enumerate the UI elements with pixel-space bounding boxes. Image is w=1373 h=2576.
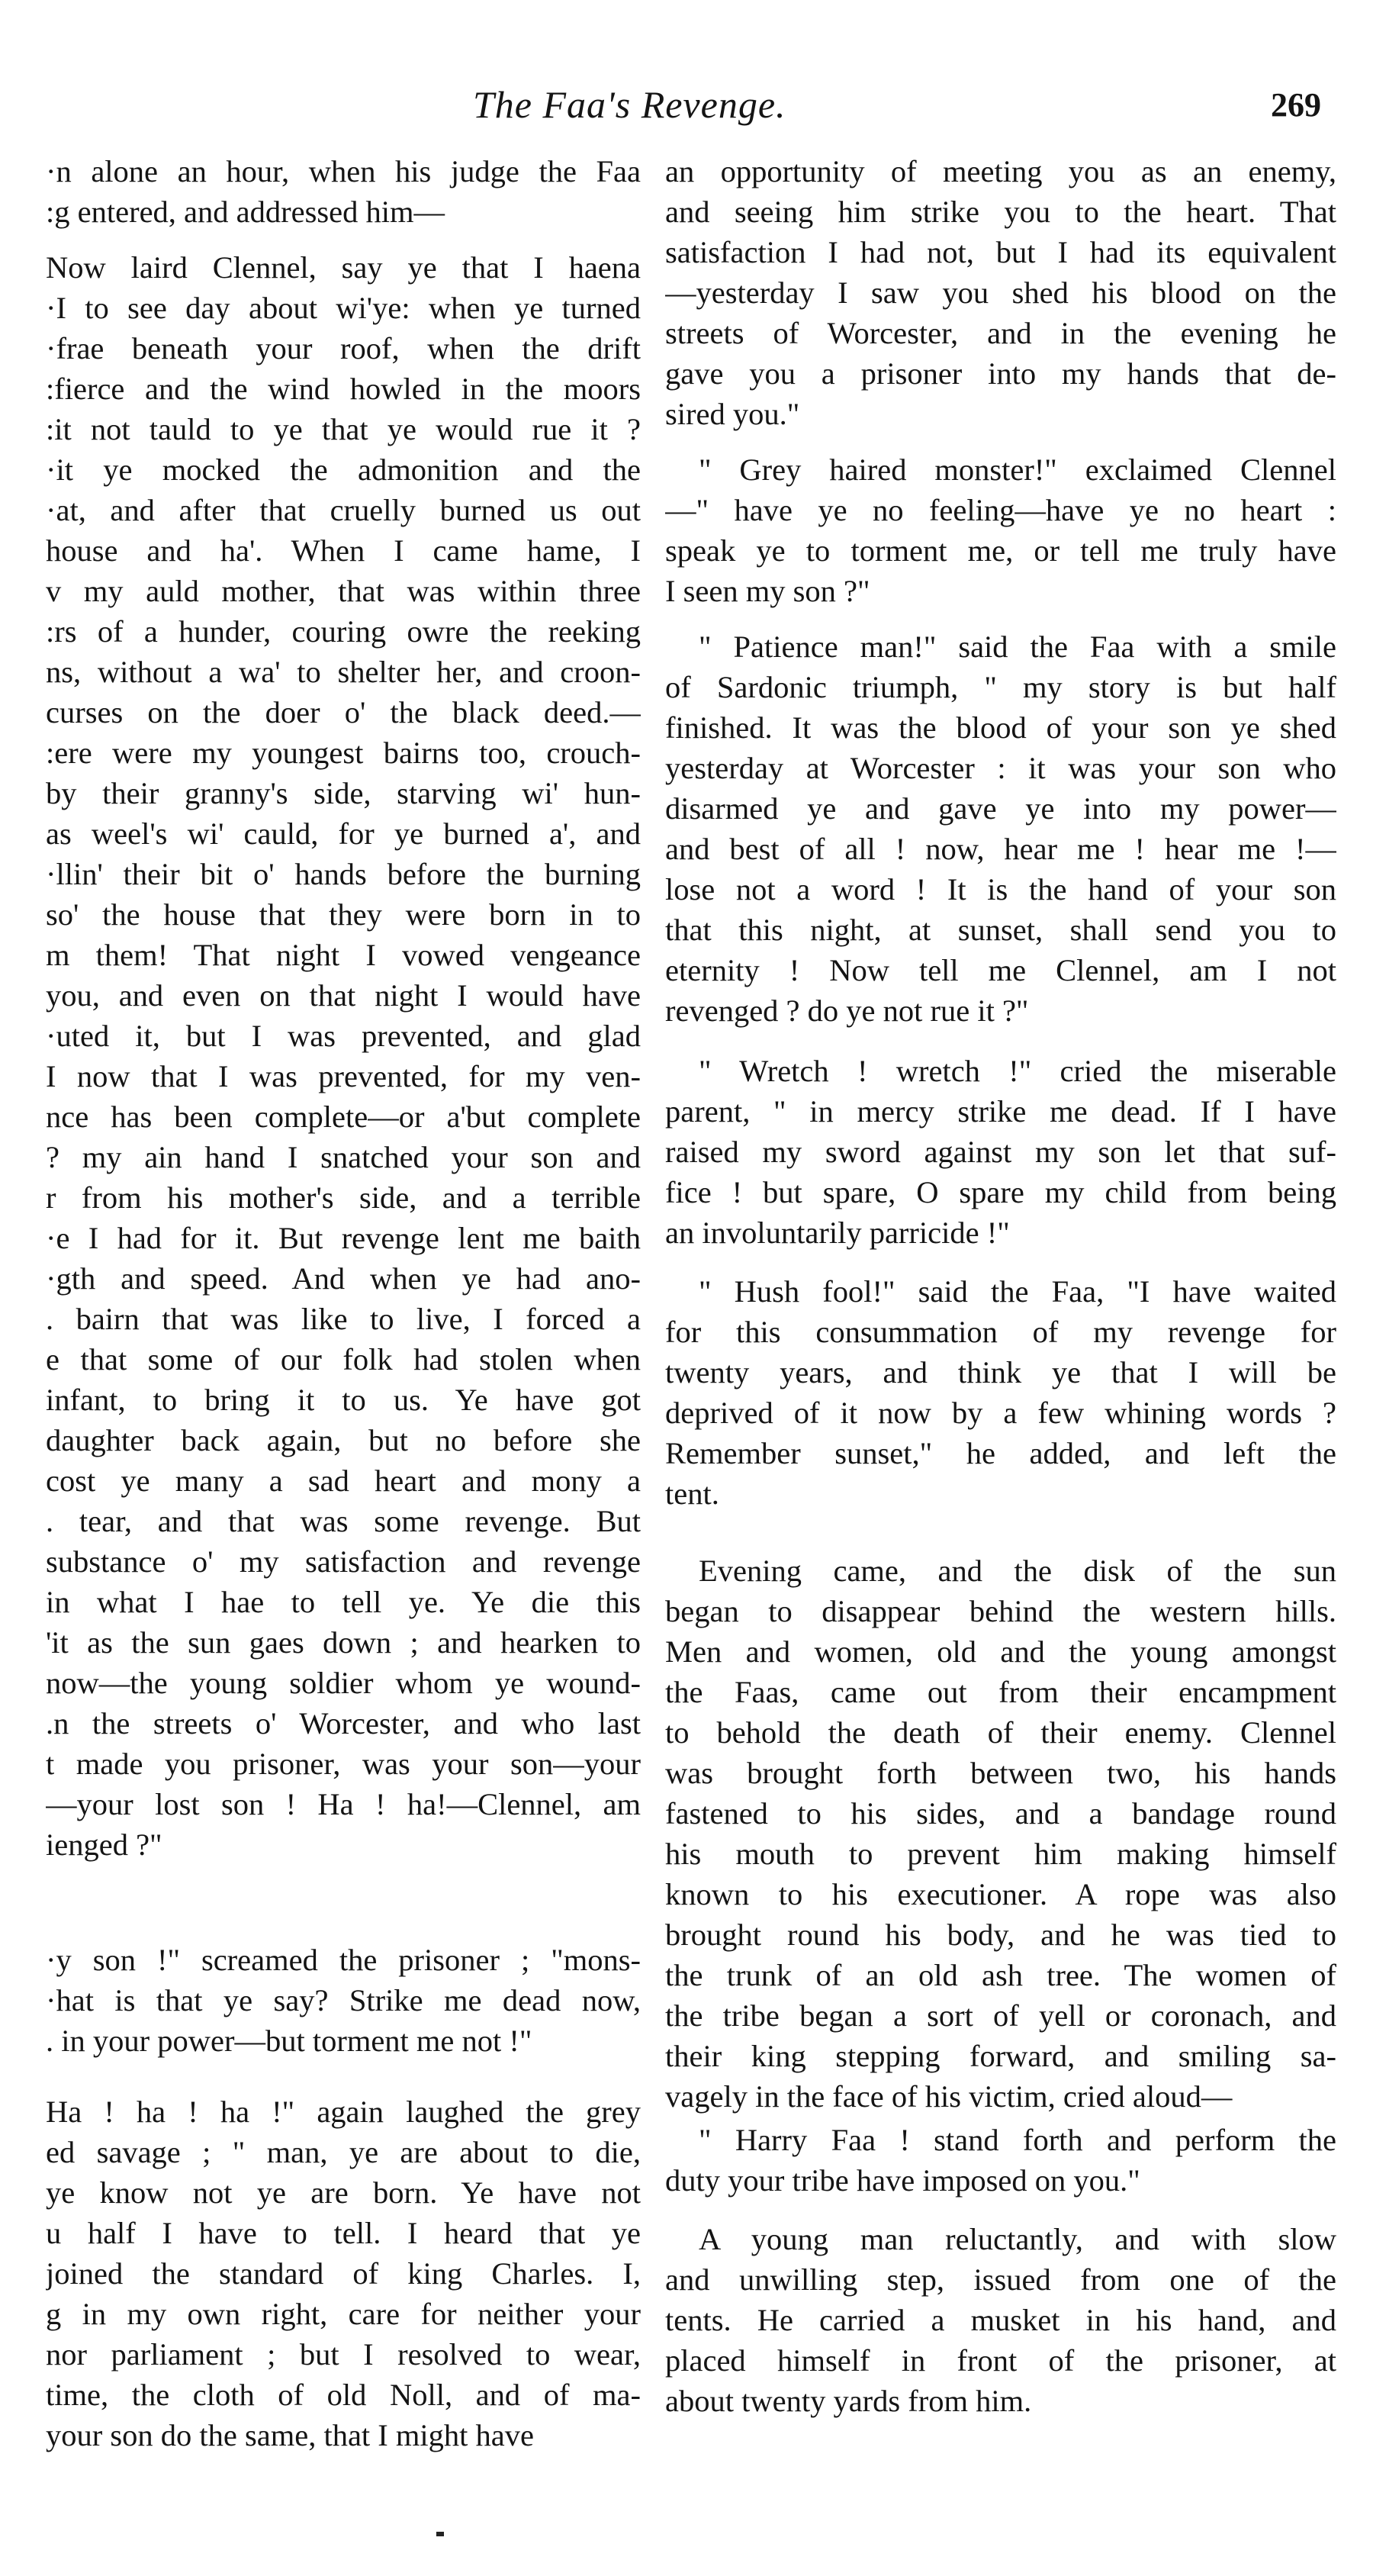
text-line: ·n alone an hour, when his judge the Faa <box>46 154 641 188</box>
running-head <box>0 82 1373 136</box>
text-line: :ere were my youngest bairns too, crouch- <box>46 736 641 770</box>
text-line: ·hat is that ye say? Strike me dead now, <box>46 1983 641 2017</box>
text-line: infant, to bring it to us. Ye have got <box>46 1383 641 1417</box>
text-line: lose not a word ! It is the hand of your son <box>665 872 1336 906</box>
text-line: began to disappear behind the western hills. <box>665 1594 1336 1628</box>
text-line: deprived of it now by a few whining words ? <box>665 1396 1336 1430</box>
text-line: ·at, and after that cruelly burned us out <box>46 493 641 527</box>
text-line: I now that I was prevented, for my ven- <box>46 1059 641 1093</box>
text-line: :it not tauld to ye that ye would rue it ? <box>46 412 641 446</box>
text-line: ? my ain hand I snatched your son and <box>46 1140 641 1174</box>
text-line: curses on the doer o' the black deed.— <box>46 695 641 729</box>
text-line: vagely in the face of his victim, cried aloud— <box>665 2079 1233 2114</box>
paragraph <box>46 151 641 232</box>
text-line: I seen my son ?" <box>665 574 870 608</box>
paragraph <box>665 2219 1336 2421</box>
text-line: " Grey haired monster!" exclaimed Clennel <box>699 452 1336 487</box>
text-line: ed savage ; " man, ye are about to die, <box>46 2135 641 2169</box>
text-line: as weel's wi' cauld, for ye burned a', and <box>46 816 641 851</box>
text-line: ·y son !" screamed the prisoner ; "mons- <box>46 1943 641 1977</box>
text-line: daughter back again, but no before she <box>46 1423 641 1457</box>
paragraph <box>665 151 1336 434</box>
text-line: now—the young soldier whom ye wound- <box>46 1666 641 1700</box>
text-line: parent, " in mercy strike me dead. If I have <box>665 1094 1336 1129</box>
text-line: ·frae beneath your roof, when the drift <box>46 331 641 365</box>
text-line: disarmed ye and gave ye into my power— <box>665 791 1336 826</box>
paragraph <box>665 1550 1336 2117</box>
text-line: :fierce and the wind howled in the moors <box>46 372 641 406</box>
text-line: to behold the death of their enemy. Clennel <box>665 1715 1336 1750</box>
paragraph <box>665 1271 1336 1514</box>
text-line: speak ye to torment me, or tell me truly have <box>665 533 1336 568</box>
text-line: duty your tribe have imposed on you." <box>665 2163 1140 2198</box>
text-line: Men and women, old and the young amongst <box>665 1634 1336 1669</box>
text-line: v my auld mother, that was within three <box>46 574 641 608</box>
text-line: tent. <box>665 1476 719 1511</box>
running-title: The Faa's Revenge. <box>473 83 786 126</box>
text-line: ·it ye mocked the admonition and the <box>46 452 641 487</box>
text-line: so' the house that they were born in to <box>46 897 641 932</box>
text-line: —your lost son ! Ha ! ha!—Clennel, am <box>46 1787 641 1821</box>
text-line: A young man reluctantly, and with slow <box>699 2222 1336 2256</box>
paragraph <box>46 2091 641 2455</box>
paragraph <box>665 2120 1336 2201</box>
text-line: placed himself in front of the prisoner, at <box>665 2343 1336 2378</box>
text-line: " Wretch ! wretch !" cried the miserable <box>699 1054 1336 1088</box>
text-line: " Patience man!" said the Faa with a smile <box>699 630 1336 664</box>
text-line: yesterday at Worcester : it was your son who <box>665 751 1336 785</box>
text-line: the trunk of an old ash tree. The women of <box>665 1958 1336 1992</box>
text-line: 'it as the sun gaes down ; and hearken to <box>46 1625 641 1660</box>
text-line: Ha ! ha ! ha !" again laughed the grey <box>46 2095 641 2129</box>
text-line: fice ! but spare, O spare my child from being <box>665 1175 1336 1209</box>
text-line: .n the streets o' Worcester, and who last <box>46 1706 641 1740</box>
text-line: cost ye many a sad heart and mony a <box>46 1463 641 1498</box>
text-line: :g entered, and addressed him— <box>46 195 445 229</box>
text-line: Remember sunset," he added, and left the <box>665 1436 1336 1470</box>
text-line: and seeing him strike you to the heart. That <box>665 195 1336 229</box>
text-line: ·uted it, but I was prevented, and glad <box>46 1019 641 1053</box>
text-line: u half I have to tell. I heard that ye <box>46 2216 641 2250</box>
text-line: for this consummation of my revenge for <box>665 1315 1336 1349</box>
text-line: and unwilling step, issued from one of the <box>665 2262 1336 2297</box>
text-line: sired you." <box>665 397 800 431</box>
text-line: tents. He carried a musket in his hand, and <box>665 2303 1336 2337</box>
text-line: eternity ! Now tell me Clennel, am I not <box>665 953 1336 987</box>
text-line: nor parliament ; but I resolved to wear, <box>46 2337 641 2372</box>
text-line: an involuntarily parricide !" <box>665 1216 1010 1250</box>
text-line: m them! That night I vowed vengeance <box>46 938 641 972</box>
text-line: that this night, at sunset, shall send you to <box>665 913 1336 947</box>
text-line: —" have ye no feeling—have ye no heart : <box>665 493 1336 527</box>
text-line: gave you a prisoner into my hands that de- <box>665 356 1336 391</box>
paragraph <box>665 449 1336 611</box>
text-line: and best of all ! now, hear me ! hear me !— <box>665 832 1336 866</box>
paragraph <box>46 247 641 1865</box>
right-column <box>665 151 1336 2421</box>
text-line: fastened to his sides, and a bandage round <box>665 1796 1336 1831</box>
text-line: the tribe began a sort of yell or coronach, and <box>665 1998 1336 2033</box>
text-line: ·llin' their bit o' hands before the burning <box>46 857 641 891</box>
text-line: . in your power—but torment me not !" <box>46 2024 532 2058</box>
text-line: their king stepping forward, and smiling sa- <box>665 2039 1336 2073</box>
text-line: known to his executioner. A rope was also <box>665 1877 1336 1911</box>
text-line: —yesterday I saw you shed his blood on the <box>665 275 1336 310</box>
text-line: twenty years, and think ye that I will be <box>665 1355 1336 1389</box>
text-line: . bairn that was like to live, I forced a <box>46 1302 641 1336</box>
page-number: 269 <box>1271 86 1321 124</box>
paragraph <box>46 1940 641 2061</box>
text-line: brought round his body, and he was tied to <box>665 1918 1336 1952</box>
text-line: about twenty yards from him. <box>665 2384 1032 2418</box>
text-line: r from his mother's side, and a terrible <box>46 1180 641 1215</box>
text-line: . tear, and that was some revenge. But <box>46 1504 641 1538</box>
text-line: t made you prisoner, was your son—your <box>46 1747 641 1781</box>
text-line: ·e I had for it. But revenge lent me baith <box>46 1221 641 1255</box>
text-line: streets of Worcester, and in the evening he <box>665 316 1336 350</box>
bottom-printer-mark <box>436 2532 444 2536</box>
text-line: :rs of a hunder, couring owre the reeking <box>46 614 641 649</box>
text-line: your son do the same, that I might have <box>46 2418 534 2452</box>
text-line: an opportunity of meeting you as an enemy, <box>665 154 1336 188</box>
text-line: in what I hae to tell ye. Ye die this <box>46 1585 641 1619</box>
text-line: ye know not ye are born. Ye have not <box>46 2175 641 2210</box>
paragraph <box>665 1051 1336 1253</box>
text-line: " Harry Faa ! stand forth and perform the <box>699 2123 1336 2157</box>
text-line: joined the standard of king Charles. I, <box>46 2256 641 2291</box>
text-line: satisfaction I had not, but I had its equivalent <box>665 235 1336 269</box>
text-line: revenged ? do ye not rue it ?" <box>665 993 1029 1028</box>
text-line: house and ha'. When I came hame, I <box>46 533 641 568</box>
text-line: ienged ?" <box>46 1827 162 1862</box>
text-line: g in my own right, care for neither your <box>46 2297 641 2331</box>
text-line: was brought forth between two, his hands <box>665 1756 1336 1790</box>
text-line: nce has been complete—or a'but complete <box>46 1100 641 1134</box>
text-line: Evening came, and the disk of the sun <box>699 1554 1336 1588</box>
text-line: time, the cloth of old Noll, and of ma- <box>46 2378 641 2412</box>
text-line: e that some of our folk had stolen when <box>46 1342 641 1377</box>
text-line: ns, without a wa' to shelter her, and croon- <box>46 655 641 689</box>
text-line: finished. It was the blood of your son ye shed <box>665 710 1336 745</box>
text-line: you, and even on that night I would have <box>46 978 641 1013</box>
left-column <box>46 151 641 2455</box>
text-line: raised my sword against my son let that suf- <box>665 1135 1336 1169</box>
text-line: ·gth and speed. And when ye had ano- <box>46 1261 641 1296</box>
text-line: by their granny's side, starving wi' hun- <box>46 776 641 810</box>
text-line: substance o' my satisfaction and revenge <box>46 1544 641 1579</box>
text-line: ·I to see day about wi'ye: when ye turned <box>46 291 641 325</box>
paragraph <box>665 626 1336 1031</box>
text-line: his mouth to prevent him making himself <box>665 1837 1336 1871</box>
text-line: Now laird Clennel, say ye that I haena <box>46 250 641 285</box>
text-line: the Faas, came out from their encampment <box>665 1675 1336 1709</box>
text-line: " Hush fool!" said the Faa, "I have waited <box>699 1274 1336 1309</box>
text-line: of Sardonic triumph, " my story is but half <box>665 670 1336 704</box>
